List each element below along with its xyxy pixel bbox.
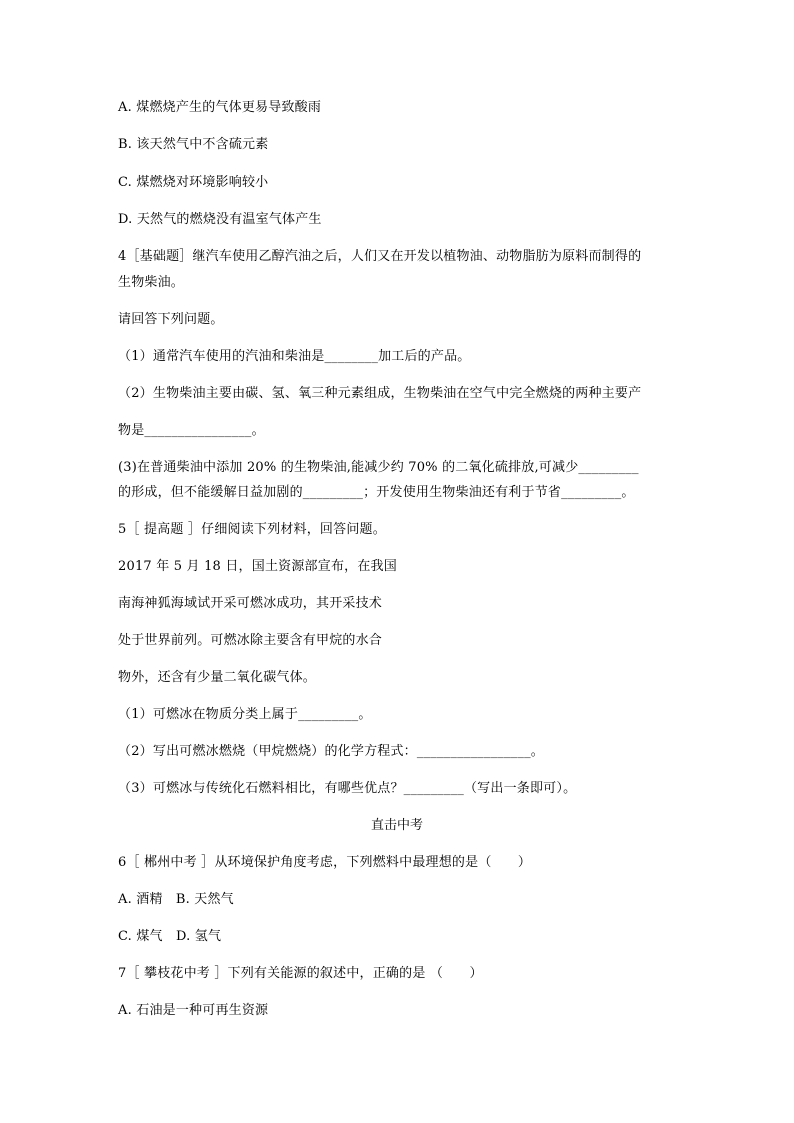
- question-6-stem: 6［ 郴州中考 ］从环境保护角度考虑，下列燃料中最理想的是（ ）: [118, 855, 532, 870]
- question-4-prompt: 请回答下列问题。: [118, 312, 224, 327]
- question-4-stem-cont: 生物柴油。: [118, 275, 185, 290]
- question-7-stem: 7［ 攀枝花中考 ］下列有关能源的叙述中，正确的是 （ ）: [118, 966, 483, 981]
- question-4-part-2-cont: 物是________________。: [118, 423, 265, 438]
- question-5-material-line-3: 处于世界前列。可燃冰除主要含有甲烷的水合: [118, 633, 383, 648]
- question-4-part-2: （2）生物柴油主要由碳、氢、氧三种元素组成，生物柴油在空气中完全燃烧的两种主要产: [118, 386, 642, 401]
- question-5-material-line-1: 2017 年 5 月 18 日，国土资源部宣布，在我国: [118, 559, 397, 574]
- question-6-options-ab: A. 酒精 B. 天然气: [118, 892, 234, 907]
- option-c-text: C. 煤燃烧对环境影响较小: [118, 175, 269, 190]
- question-5-stem: 5［ 提高题 ］仔细阅读下列材料，回答问题。: [118, 522, 386, 537]
- question-5-part-3: （3）可燃冰与传统化石燃料相比，有哪些优点？_________（写出一条即可）。: [118, 781, 577, 796]
- question-5-part-2: （2）写出可燃冰燃烧（甲烷燃烧）的化学方程式：_________________。: [118, 744, 544, 759]
- question-4-part-3-cont: 的形成，但不能缓解日益加剧的_________；开发使用生物柴油还有利于节省_________。: [118, 485, 635, 500]
- question-4-part-3: (3)在普通柴油中添加 20% 的生物柴油,能减少约 70% 的二氧化硫排放,可减少_________: [118, 460, 639, 475]
- section-heading: 直击中考: [370, 818, 423, 833]
- question-4-stem: 4［基础题］继汽车使用乙醇汽油之后，人们又在开发以植物油、动物脂肪为原料而制得的: [118, 249, 642, 264]
- option-a-text: A. 煤燃烧产生的气体更易导致酸雨: [118, 100, 322, 115]
- question-5-material-line-4: 物外，还含有少量二氧化碳气体。: [118, 670, 317, 685]
- question-5-part-1: （1）可燃冰在物质分类上属于_________。: [118, 707, 372, 722]
- option-d-text: D. 天然气的燃烧没有温室气体产生: [118, 212, 322, 227]
- option-b-text: B. 该天然气中不含硫元素: [118, 137, 269, 152]
- question-5-material-line-2: 南海神狐海域试开采可燃冰成功，其开采技术: [118, 596, 383, 611]
- question-6-options-cd: C. 煤气 D. 氢气: [118, 929, 222, 944]
- question-4-part-1: （1）通常汽车使用的汽油和柴油是________加工后的产品。: [118, 349, 471, 364]
- question-7-option-a: A. 石油是一种可再生资源: [118, 1003, 269, 1018]
